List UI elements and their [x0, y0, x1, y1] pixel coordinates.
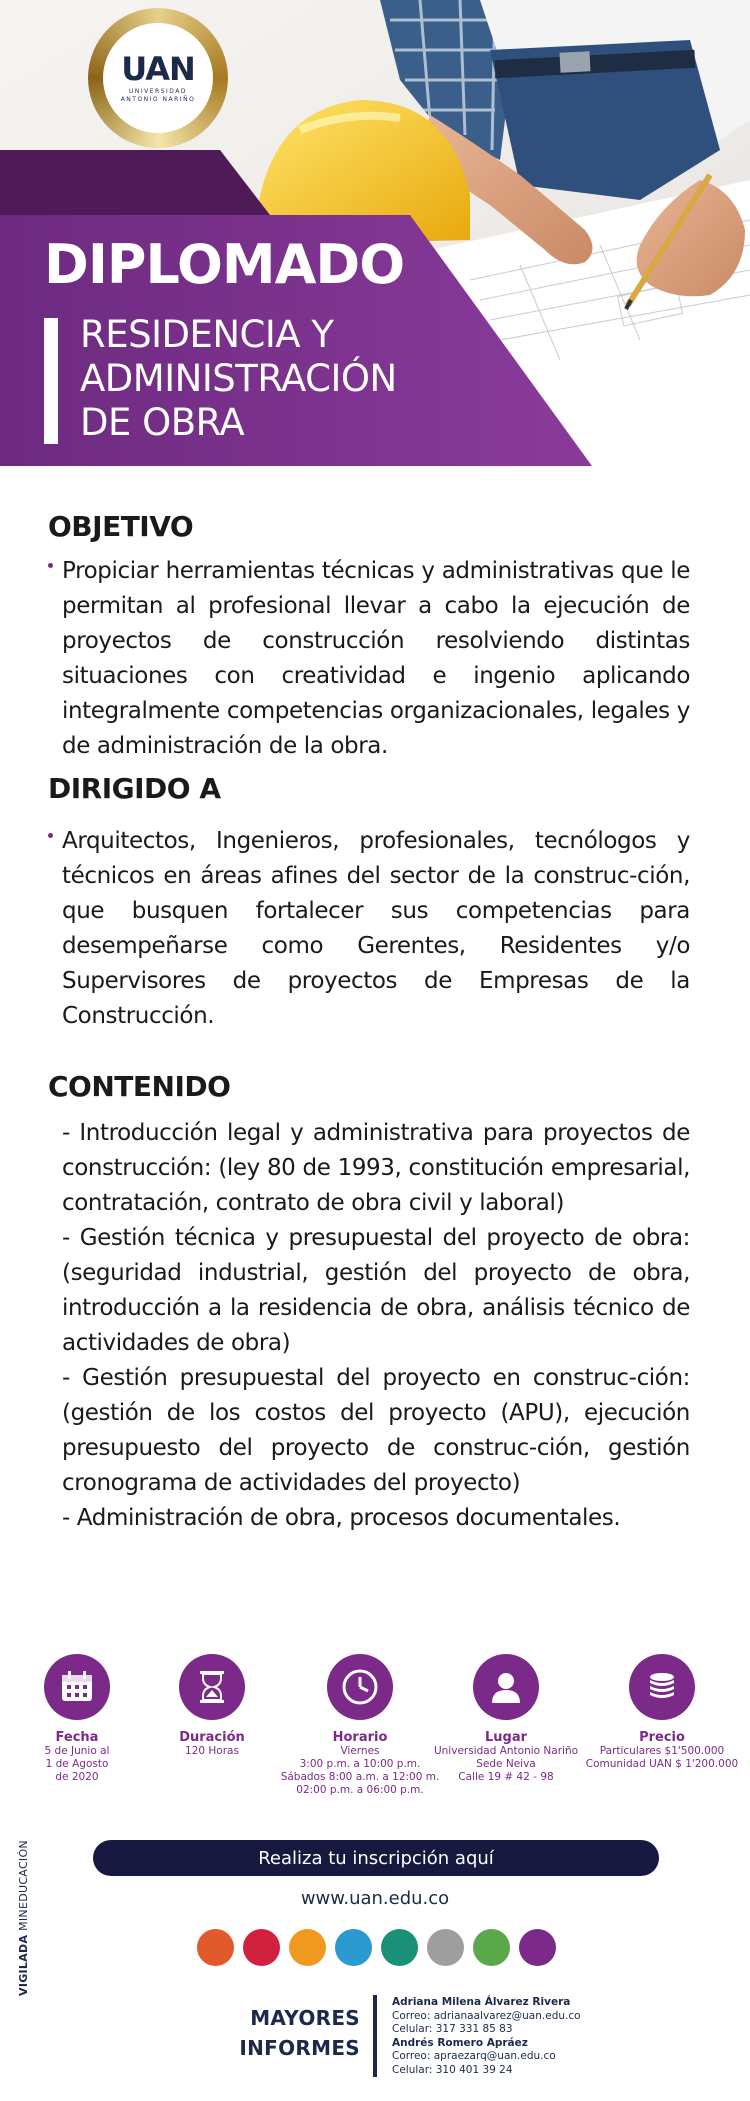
- logo-wordmark: UAN: [121, 50, 195, 89]
- info-value: Comunidad UAN $ 1'200.000: [585, 1758, 739, 1770]
- list-item: - Administración de obra, procesos documentales.: [62, 1505, 621, 1531]
- contact-email[interactable]: Correo: apraezarq@uan.edu.co: [392, 2050, 556, 2062]
- color-dots: [197, 1929, 556, 1967]
- info-value: 1 de Agosto: [45, 1758, 109, 1770]
- program-name: RESIDENCIA Y ADMINISTRACIÓN DE OBRA: [80, 313, 397, 444]
- info-value: 02:00 p.m. a 06:00 p.m.: [296, 1784, 424, 1796]
- info-label: Horario: [332, 1730, 388, 1745]
- info-value: 120 Horas: [185, 1745, 239, 1757]
- contact-phone[interactable]: Celular: 310 401 39 24: [392, 2063, 513, 2076]
- info-value: Viernes: [340, 1745, 380, 1757]
- info-value: Sábados 8:00 a.m. a 12:00 m.: [280, 1771, 440, 1783]
- calendar-icon: [44, 1654, 110, 1720]
- color-dot: [289, 1929, 326, 1966]
- diploma-title: DIPLOMADO: [44, 233, 405, 296]
- dirigido-text: Arquitectos, Ingenieros, profesionales, tecnólogos y técnicos en áreas afines del sector de la construc-ción, que busquen fortalecer sus competencias para desempeñarse como Gerentes, Residentes y/o Supervisores de proyectos de Empresas de la Construcción.: [48, 824, 690, 1034]
- color-dot: [427, 1929, 464, 1966]
- info-value: de 2020: [55, 1771, 99, 1783]
- list-item: - Gestión presupuestal del proyecto en construc-ción: (gestión de los costos del proyecto (APU), ejecución presupuesto del proyecto de construc-ción, gestión cronograma de actividades del proyecto): [62, 1365, 690, 1496]
- info-label: Duración: [179, 1730, 245, 1745]
- vigilada-mineducacion: VIGILADA MINEDUCACIÓN: [17, 1840, 30, 1996]
- contenido-heading: CONTENIDO: [48, 1070, 231, 1103]
- list-item: - Gestión técnica y presupuestal del proyecto de obra: (seguridad industrial, gestión del proyecto de obra, introducción a la residencia de obra, análisis técnico de actividades de obra): [62, 1225, 690, 1356]
- contenido-list: [48, 1116, 690, 1536]
- website-link[interactable]: www.uan.edu.co: [300, 1888, 450, 1909]
- dirigido-heading: DIRIGIDO A: [48, 772, 221, 805]
- color-dot: [473, 1929, 510, 1966]
- objetivo-heading: OBJETIVO: [48, 510, 194, 543]
- info-value: Calle 19 # 42 - 98: [458, 1771, 554, 1783]
- color-dot: [243, 1929, 280, 1966]
- info-lugar: [426, 1654, 586, 1784]
- info-label: Fecha: [55, 1730, 99, 1745]
- color-dot: [335, 1929, 372, 1966]
- info-value: Sede Neiva: [476, 1758, 536, 1770]
- contact-heading: MAYORES INFORMES: [239, 2006, 360, 2060]
- coins-icon: [629, 1654, 695, 1720]
- info-label: Lugar: [484, 1730, 528, 1745]
- contact-email[interactable]: Correo: adrianaalvarez@uan.edu.co: [392, 2009, 581, 2022]
- color-dot: [381, 1929, 418, 1966]
- contact-divider: [373, 1995, 377, 2077]
- info-value: Particulares $1'500.000: [599, 1745, 725, 1757]
- info-precio: [582, 1654, 742, 1771]
- info-label: Precio: [639, 1730, 685, 1745]
- color-dot: [197, 1929, 234, 1966]
- title-accent-bar: [44, 318, 58, 444]
- main-content: [48, 510, 690, 1536]
- hourglass-icon: [179, 1654, 245, 1720]
- logo-subtitle: UNIVERSIDAD ANTONIO NARIÑO: [120, 88, 196, 103]
- person-icon: [473, 1654, 539, 1720]
- color-dot: [519, 1929, 556, 1966]
- info-value: Universidad Antonio Nariño: [433, 1745, 579, 1757]
- objetivo-text: Propiciar herramientas técnicas y administrativas que le permitan al profesional llevar a cabo la ejecución de proyectos de construcción resolviendo distintas situaciones con creatividad e ingenio aplicando integralmente competencias organizacionales, legales y de administración de la obra.: [48, 554, 690, 764]
- info-value: 5 de Junio al: [44, 1745, 110, 1757]
- info-horario: [280, 1654, 440, 1797]
- course-info-row: [0, 1654, 750, 1804]
- list-item: - Introducción legal y administrativa para proyectos de construcción: (ley 80 de 1993, constitución empresarial, contratación, contrato de obra civil y laboral): [62, 1120, 690, 1216]
- contact-list: [392, 1996, 692, 2077]
- info-value: 3:00 p.m. a 10:00 p.m.: [299, 1758, 421, 1770]
- contact-phone[interactable]: Celular: 317 331 85 83: [392, 2023, 513, 2035]
- contact-person: Andrés Romero Apráez Correo: apraezarq@uan.edu.co Celular: 310 401 39 24: [392, 2037, 692, 2078]
- contact-person: Adriana Milena Álvarez Rivera Correo: adrianaalvarez@uan.edu.co Celular: 317 331 85 83: [392, 1996, 692, 2037]
- register-button[interactable]: Realiza tu inscripción aquí: [93, 1840, 659, 1876]
- info-duracion: [132, 1654, 292, 1758]
- hero-banner: [0, 0, 750, 466]
- clock-icon: [327, 1654, 393, 1720]
